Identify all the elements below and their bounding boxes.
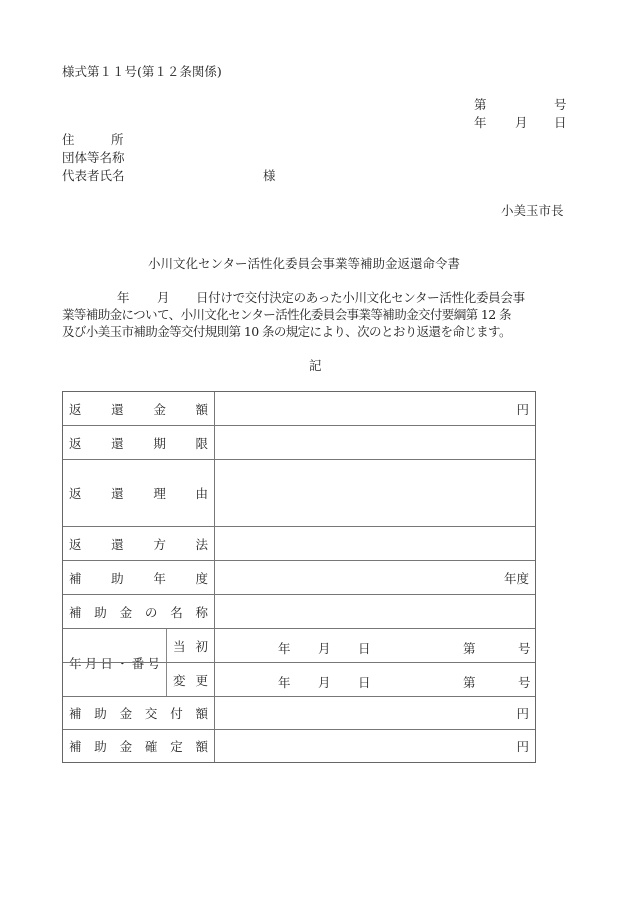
- label-char: 当: [173, 638, 186, 654]
- label-char: 金: [119, 739, 133, 754]
- label-char: 還: [111, 536, 124, 552]
- label-char: 更: [195, 672, 208, 688]
- label-char: 交: [144, 706, 158, 721]
- label-char: 法: [195, 536, 208, 552]
- doc-date-year: 年: [474, 115, 487, 130]
- label-char: 額: [195, 706, 208, 721]
- return-deadline-field[interactable]: [215, 426, 535, 459]
- day-unit: 日: [358, 675, 371, 690]
- rep-label: 代表者氏名: [62, 168, 125, 183]
- row-label: [63, 697, 215, 729]
- year-unit: 年: [278, 641, 291, 656]
- honorific: 様: [263, 168, 276, 183]
- doc-date-month: 月: [515, 115, 528, 130]
- label-char: 号: [147, 655, 160, 671]
- label-char: 番: [131, 655, 145, 671]
- label-char: 還: [111, 401, 124, 417]
- label-char: 額: [195, 401, 208, 417]
- label-char: 還: [111, 435, 124, 451]
- row-label: [63, 561, 215, 594]
- initial-date-number-field[interactable]: [215, 629, 535, 662]
- label-char: 名: [170, 604, 183, 620]
- table-row-return-method: [63, 527, 535, 561]
- table-row-grant-amount: [63, 697, 535, 730]
- label-char: 称: [195, 604, 208, 620]
- doc-number-prefix: 第: [474, 97, 487, 112]
- changed-label: [167, 663, 215, 696]
- body-month: 月: [157, 290, 170, 305]
- day-unit: 日: [358, 641, 371, 656]
- label-char: 変: [173, 672, 186, 688]
- confirmed-amount-field[interactable]: [215, 730, 535, 762]
- month-unit: 月: [318, 641, 331, 656]
- return-amount-field[interactable]: [215, 392, 535, 425]
- label-char: 限: [195, 435, 208, 451]
- unit: 年度: [503, 570, 529, 586]
- number-suffix: 号: [518, 675, 531, 690]
- row-label: [63, 460, 215, 526]
- label-char: 補: [69, 604, 82, 620]
- label-char: 初: [195, 638, 208, 654]
- row-label: [63, 392, 215, 425]
- label-char: 期: [153, 435, 166, 451]
- table-row-return-deadline: [63, 426, 535, 460]
- row-label: [63, 730, 215, 762]
- label-char: 返: [69, 486, 82, 501]
- label-char: 月: [84, 655, 98, 671]
- label-char: 還: [111, 486, 124, 501]
- number-suffix: 号: [518, 641, 531, 656]
- label-char: 日: [100, 655, 113, 671]
- initial-label: [167, 629, 215, 662]
- table-row-return-amount: [63, 392, 535, 426]
- row-label: [63, 527, 215, 560]
- table-row-return-reason: [63, 460, 535, 527]
- month-unit: 月: [318, 675, 331, 690]
- form-number: 様式第１１号(第１２条関係): [62, 64, 222, 79]
- table-row-initial: [63, 629, 535, 663]
- doc-number-suffix: 号: [554, 97, 567, 112]
- label-char: 返: [69, 401, 82, 417]
- body-line1: 日付けで交付決定のあった小川文化センター活性化委員会事: [196, 290, 525, 305]
- issuer: 小美玉市長: [501, 203, 564, 218]
- label-char: 補: [69, 570, 82, 586]
- table-row-fiscal-year: [63, 561, 535, 595]
- label-char: 額: [195, 739, 208, 754]
- number-prefix: 第: [463, 675, 476, 690]
- year-unit: 年: [278, 675, 291, 690]
- number-prefix: 第: [463, 641, 476, 656]
- label-char: 金: [153, 401, 166, 417]
- label-char: 確: [144, 739, 158, 754]
- address-label-2: 所: [111, 132, 124, 147]
- label-char: の: [144, 604, 158, 620]
- label-char: 付: [170, 706, 183, 721]
- return-method-field[interactable]: [215, 527, 535, 560]
- grant-amount-field[interactable]: [215, 697, 535, 729]
- unit: 円: [516, 401, 529, 417]
- label-char: 返: [69, 536, 82, 552]
- body-year: 年: [117, 290, 130, 305]
- label-char: 助: [111, 570, 124, 586]
- label-char: 補: [69, 706, 82, 721]
- label-char: 金: [119, 604, 133, 620]
- address-label-1: 住: [62, 132, 75, 147]
- label-char: 度: [195, 570, 208, 586]
- changed-date-number-field[interactable]: [215, 663, 535, 696]
- subsidy-name-field[interactable]: [215, 595, 535, 628]
- label-char: 補: [69, 739, 82, 754]
- return-order-table: [62, 391, 536, 763]
- org-label: 団体等名称: [62, 150, 125, 165]
- body-line3: 及び小美玉市補助金等交付規則第 10 条の規定により、次のとおり返還を命じます。: [62, 324, 511, 339]
- label-char: 定: [170, 739, 183, 754]
- return-reason-field[interactable]: [215, 460, 535, 526]
- label-char: 年: [69, 655, 82, 671]
- label-char: ・: [116, 655, 129, 671]
- label-char: 助: [94, 604, 107, 620]
- table-row-changed: [63, 663, 535, 697]
- table-row-subsidy-name: [63, 595, 535, 629]
- row-label: [63, 426, 215, 459]
- table-row-confirmed-amount: [63, 730, 535, 762]
- label-char: 助: [94, 706, 107, 721]
- unit: 円: [516, 739, 529, 754]
- label-char: 年: [153, 570, 166, 586]
- body-line2: 業等補助金について、小川文化センター活性化委員会事業等補助金交付要綱第 12 条: [62, 307, 511, 322]
- ki-label: 記: [309, 358, 322, 373]
- doc-date-day: 日: [554, 115, 567, 130]
- unit: 円: [516, 706, 529, 721]
- label-char: 方: [153, 536, 166, 552]
- label-char: 助: [94, 739, 107, 754]
- label-char: 金: [119, 706, 133, 721]
- document-title: 小川文化センター活性化委員会事業等補助金返還命令書: [148, 256, 461, 271]
- fiscal-year-field[interactable]: [215, 561, 535, 594]
- row-label: [63, 595, 215, 628]
- label-char: 理: [153, 486, 166, 501]
- label-char: 由: [195, 486, 208, 501]
- label-char: 返: [69, 435, 82, 451]
